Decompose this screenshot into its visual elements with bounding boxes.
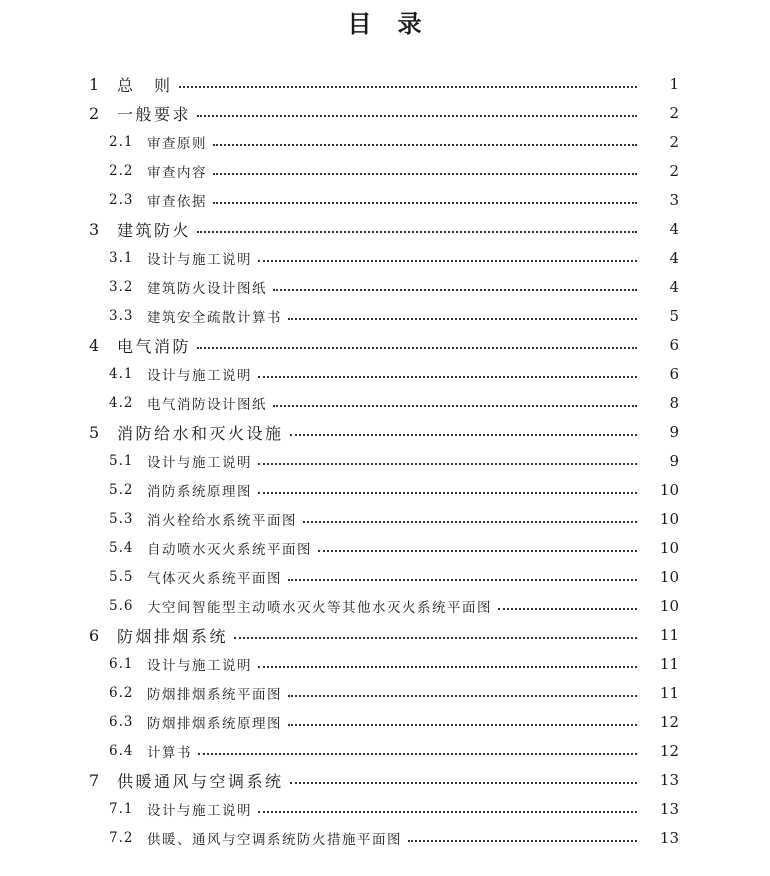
toc-page-number: 9 (669, 452, 679, 470)
toc-entry-number: 5.4 (109, 540, 134, 556)
toc-page-number: 5 (669, 307, 679, 325)
toc-entry-number: 5.5 (109, 569, 134, 585)
toc-entry-title: 建筑防火设计图纸 (147, 281, 267, 297)
toc-chapter-entry[interactable] (0, 99, 770, 127)
toc-section-entry[interactable] (0, 128, 770, 156)
toc-section-entry[interactable] (0, 737, 770, 765)
toc-entry-number: 7.2 (109, 830, 134, 846)
toc-chapter-entry[interactable] (0, 215, 770, 243)
toc-page-number: 13 (659, 771, 679, 789)
dot-leader (303, 521, 637, 523)
toc-entry-title: 设计与施工说明 (147, 658, 252, 674)
toc-entry-title: 防烟排烟系统原理图 (147, 716, 282, 732)
toc-section-entry[interactable] (0, 795, 770, 823)
dot-leader (213, 144, 637, 146)
toc-entry-number: 3.3 (109, 308, 134, 324)
toc-entry-number: 7 (89, 770, 101, 790)
toc-entry-number: 6.3 (109, 714, 134, 730)
toc-entry-title: 建筑安全疏散计算书 (147, 310, 282, 326)
toc-section-entry[interactable] (0, 505, 770, 533)
toc-page-number: 6 (669, 365, 679, 383)
dot-leader (290, 434, 637, 436)
toc-entry-number: 3.2 (109, 279, 134, 295)
toc-section-entry[interactable] (0, 389, 770, 417)
dot-leader (198, 753, 637, 755)
toc-page-number: 4 (669, 249, 679, 267)
toc-section-entry[interactable] (0, 650, 770, 678)
toc-chapter-entry[interactable] (0, 766, 770, 794)
toc-entry-number: 2.1 (109, 134, 134, 150)
toc-page-number: 10 (659, 597, 679, 615)
toc-page-number: 3 (669, 191, 679, 209)
toc-entry-number: 5.1 (109, 453, 134, 469)
dot-leader (318, 550, 637, 552)
toc-entry-number: 1 (89, 74, 101, 94)
toc-page-number: 2 (669, 162, 679, 180)
dot-leader (498, 608, 637, 610)
toc-page-number: 12 (659, 742, 679, 760)
toc-section-entry[interactable] (0, 186, 770, 214)
toc-section-entry[interactable] (0, 563, 770, 591)
dot-leader (234, 637, 637, 639)
toc-section-entry[interactable] (0, 360, 770, 388)
dot-leader (197, 347, 637, 349)
toc-entry-title: 气体灭火系统平面图 (147, 571, 282, 587)
toc-page-number: 2 (669, 104, 679, 122)
dot-leader (408, 840, 637, 842)
toc-chapter-entry[interactable] (0, 331, 770, 359)
toc-entry-number: 2.2 (109, 163, 134, 179)
toc-entry-number: 2 (89, 103, 101, 123)
toc-entry-title: 消防系统原理图 (147, 484, 252, 500)
dot-leader (258, 463, 637, 465)
toc-entry-title: 计算书 (147, 745, 192, 761)
toc-entry-title: 设计与施工说明 (147, 368, 252, 384)
toc-section-entry[interactable] (0, 476, 770, 504)
toc-entry-title: 自动喷水灭火系统平面图 (147, 542, 312, 558)
dot-leader (273, 405, 637, 407)
dot-leader (258, 811, 637, 813)
dot-leader (258, 492, 637, 494)
toc-page-number: 11 (659, 684, 679, 702)
toc-section-entry[interactable] (0, 592, 770, 620)
toc-entry-number: 7.1 (109, 801, 134, 817)
toc-section-entry[interactable] (0, 534, 770, 562)
dot-leader (213, 173, 637, 175)
toc-section-entry[interactable] (0, 302, 770, 330)
toc-page-number: 10 (659, 539, 679, 557)
toc-entry-number: 6 (89, 625, 101, 645)
toc-entry-title: 消防给水和灭火设施 (117, 423, 284, 443)
toc-entry-title: 大空间智能型主动喷水灭火等其他水灭火系统平面图 (147, 600, 492, 616)
toc-section-entry[interactable] (0, 708, 770, 736)
toc-entry-number: 6.1 (109, 656, 134, 672)
dot-leader (179, 86, 637, 88)
toc-page-number: 12 (659, 713, 679, 731)
dot-leader (258, 666, 637, 668)
toc-section-entry[interactable] (0, 157, 770, 185)
toc-chapter-entry[interactable] (0, 70, 770, 98)
toc-entry-title: 审查依据 (147, 194, 207, 210)
toc-section-entry[interactable] (0, 679, 770, 707)
toc-page-number: 10 (659, 510, 679, 528)
toc-page-number: 4 (669, 278, 679, 296)
toc-entry-title: 设计与施工说明 (147, 803, 252, 819)
toc-section-entry[interactable] (0, 244, 770, 272)
toc-entry-title: 供暖、通风与空调系统防火措施平面图 (147, 832, 402, 848)
toc-entry-number: 2.3 (109, 192, 134, 208)
dot-leader (258, 260, 637, 262)
toc-entry-title: 总 则 (117, 75, 173, 95)
toc-page-number: 11 (659, 655, 679, 673)
toc-page-number: 9 (669, 423, 679, 441)
toc-chapter-entry[interactable] (0, 418, 770, 446)
toc-page-number: 10 (659, 481, 679, 499)
dot-leader (273, 289, 637, 291)
toc-entry-number: 3.1 (109, 250, 134, 266)
page-title: 目 录 (347, 10, 423, 38)
toc-entry-title: 电气消防 (117, 336, 192, 356)
toc-entry-number: 5 (89, 422, 101, 442)
dot-leader (197, 231, 637, 233)
toc-entry-title: 电气消防设计图纸 (147, 397, 267, 413)
toc-entry-title: 消火栓给水系统平面图 (147, 513, 297, 529)
toc-entry-title: 设计与施工说明 (147, 252, 252, 268)
toc-entry-number: 3 (89, 219, 101, 239)
dot-leader (258, 376, 637, 378)
dot-leader (213, 202, 637, 204)
toc-entry-number: 5.2 (109, 482, 134, 498)
toc-page-number: 11 (659, 626, 679, 644)
toc-entry-number: 4.1 (109, 366, 134, 382)
toc-page-number: 13 (659, 829, 679, 847)
toc-page-number: 4 (669, 220, 679, 238)
toc-page-number: 13 (659, 800, 679, 818)
toc-entry-number: 6.4 (109, 743, 134, 759)
toc-entry-number: 6.2 (109, 685, 134, 701)
toc-entry-title: 一般要求 (117, 104, 192, 124)
toc-section-entry[interactable] (0, 273, 770, 301)
toc-page-number: 10 (659, 568, 679, 586)
toc-entry-number: 4.2 (109, 395, 134, 411)
toc-chapter-entry[interactable] (0, 621, 770, 649)
dot-leader (288, 579, 637, 581)
toc-page-number: 8 (669, 394, 679, 412)
dot-leader (290, 782, 637, 784)
toc-entry-title: 建筑防火 (117, 220, 192, 240)
toc-section-entry[interactable] (0, 824, 770, 852)
toc-entry-title: 审查原则 (147, 136, 207, 152)
toc-section-entry[interactable] (0, 447, 770, 475)
dot-leader (288, 318, 637, 320)
toc-entry-number: 4 (89, 335, 101, 355)
toc-entry-title: 审查内容 (147, 165, 207, 181)
toc-entry-title: 供暖通风与空调系统 (117, 771, 284, 791)
toc-page-number: 2 (669, 133, 679, 151)
dot-leader (288, 695, 637, 697)
toc-page-number: 6 (669, 336, 679, 354)
toc-entry-number: 5.6 (109, 598, 134, 614)
dot-leader (288, 724, 637, 726)
dot-leader (197, 115, 637, 117)
toc-entry-title: 防烟排烟系统 (117, 626, 229, 646)
toc-entry-title: 防烟排烟系统平面图 (147, 687, 282, 703)
toc-page-number: 1 (669, 75, 679, 93)
toc-entry-title: 设计与施工说明 (147, 455, 252, 471)
toc-entry-number: 5.3 (109, 511, 134, 527)
